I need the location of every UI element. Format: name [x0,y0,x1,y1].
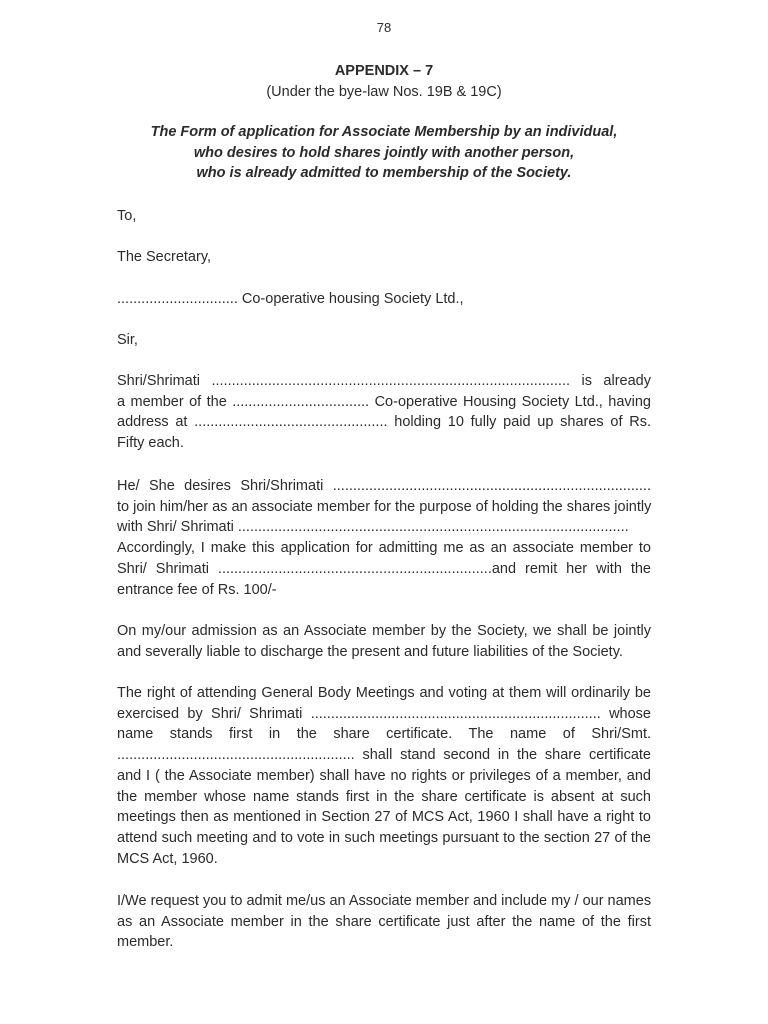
paragraph-line: as an Associate member in the share certificate just after the name of the first [117,913,651,930]
page-number: 78 [376,20,392,35]
paragraph-line: a member of the .................................. Co-operative Housing Society Ltd., having [117,393,651,410]
paragraph-request [117,891,651,953]
paragraph-line: to join him/her as an associate member for the purpose of holding the shares jointly [117,498,652,515]
paragraph-line: name stands first in the share certificate. The name of Shri/Smt. [117,726,651,743]
salutation-to: To, [117,208,137,224]
paragraph-line: On my/our admission as an Associate member by the Society, we shall be jointly [117,623,651,639]
paragraph-line: member. [117,934,174,951]
paragraph-line: meetings then as mentioned in Section 27 of MCS Act, 1960 I shall have a right to [117,809,651,826]
paragraph-line: MCS Act, 1960. [117,850,218,867]
paragraph-line: entrance fee of Rs. 100/- [117,581,277,598]
paragraph-line: exercised by Shri/ Shrimati ........................................................................ whose [117,705,651,722]
paragraph-voting-rights [117,683,651,869]
paragraph-line: ........................................................... shall stand second in the share certificate [117,747,651,764]
paragraph-line: address at ................................................ holding 10 fully paid up shares of Rs. [117,414,651,431]
paragraph-member-details [117,371,651,454]
paragraph-liability [117,621,651,662]
salutation-sir: Sir, [117,332,138,348]
paragraph-line: Shri/ Shrimati ....................................................................and remit her with the [117,560,651,577]
paragraph-line: The right of attending General Body Meetings and voting at them will ordinarily be [117,685,651,701]
appendix-subheading: (Under the bye-law Nos. 19B & 19C) [266,84,502,100]
paragraph-line: attend such meeting and to vote in such meetings pursuant to the section 27 of the [117,829,651,846]
paragraph-line: Shri/Shrimati ......................................................................................... is already [117,373,651,389]
addressee: The Secretary, [117,249,212,265]
form-title-line: who desires to hold shares jointly with another person, [193,144,575,161]
paragraph-line: and I ( the Associate member) shall have no rights or privileges of a member, and [117,767,651,784]
form-title-line: who is already admitted to membership of the Society. [196,165,572,182]
paragraph-line: and severally liable to discharge the present and future liabilities of the Society. [117,643,623,660]
appendix-heading: APPENDIX – 7 [334,63,434,79]
paragraph-line: I/We request you to admit me/us an Associate member and include my / our names [117,893,652,909]
paragraph-line: Fifty each. [117,435,184,452]
paragraph-desire-to-join [117,476,651,600]
society-name-line: .............................. Co-operative housing Society Ltd., [117,291,464,307]
paragraph-line: with Shri/ Shrimati ................................................................................................. [117,519,629,536]
form-title [0,122,768,184]
paragraph-line: He/ She desires Shri/Shrimati ............................................................................... [117,478,651,494]
form-title-line: The Form of application for Associate Membership by an individual, [150,124,618,140]
paragraph-line: Accordingly, I make this application for admitting me as an associate member to [117,540,651,557]
paragraph-line: the member whose name stands first in the share certificate is absent at such [117,788,651,805]
